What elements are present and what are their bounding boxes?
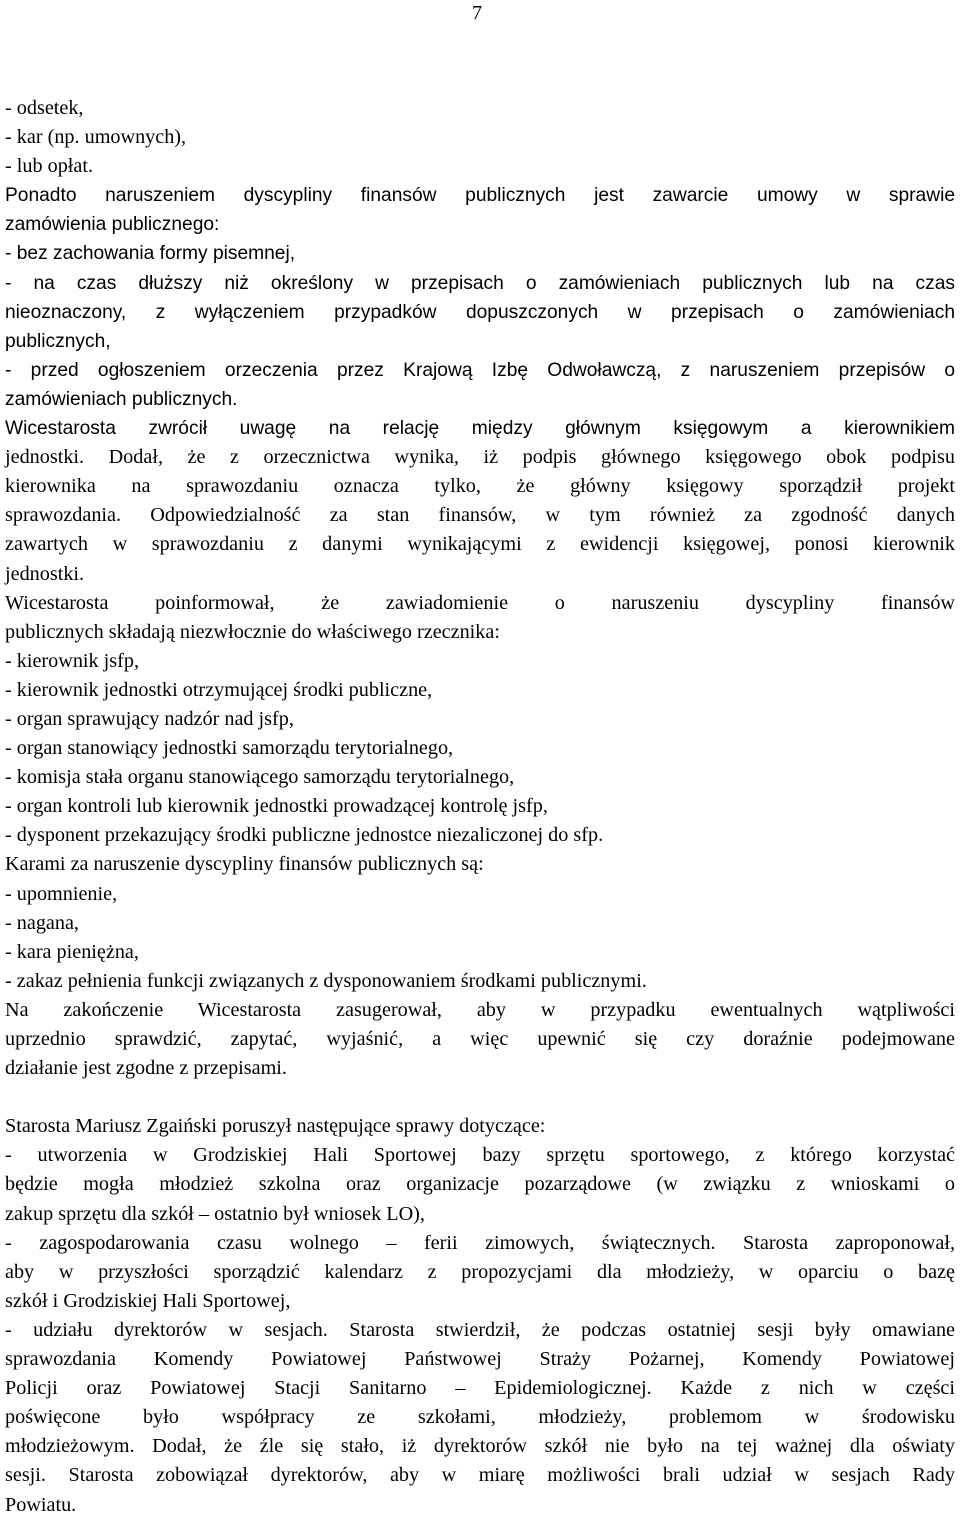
text-line: - odsetek, <box>5 97 84 119</box>
text-line: - zakaz pełnienia funkcji związanych z dysponowaniem środkami publicznymi. <box>5 969 647 992</box>
text-line: Na zakończenie Wicestarosta zasugerował, aby w przypadku ewentualnych wątpliwości <box>5 998 955 1021</box>
text-line: - organ kontroli lub kierownik jednostki prowadzącej kontrolę jsfp, <box>5 795 548 818</box>
text-line: - upomnienie, <box>5 882 118 905</box>
text-line: Powiatu. <box>5 1493 77 1516</box>
text-line: sprawozdania. Odpowiedzialność za stan finansów, w tym również za zgodność danych <box>5 504 955 527</box>
text-line: kierownika na sprawozdaniu oznacza tylko, że główny księgowy sporządził projekt <box>5 475 955 498</box>
page-number: 7 <box>472 2 482 24</box>
text-line: - utworzenia w Grodziskiej Hali Sportowej bazy sprzętu sportowego, z którego korzystać <box>5 1144 955 1167</box>
text-line: Karami za naruszenie dyscypliny finansów publicznych są: <box>5 853 484 876</box>
text-line: - zagospodarowania czasu wolnego – ferii zimowych, świątecznych. Starosta zaproponował, <box>5 1231 955 1254</box>
text-line: będzie mogła młodzież szkolna oraz organizacje pozarządowe (w związku z wnioskami o <box>5 1173 955 1196</box>
document-body <box>5 94 955 1520</box>
text-line: - dysponent przekazujący środki publiczne jednostce niezaliczonej do sfp. <box>5 824 604 847</box>
text-line: Wicestarosta zwrócił uwagę na relację między głównym księgowym a kierownikiem <box>5 418 955 440</box>
text-line: działanie jest zgodne z przepisami. <box>5 1057 287 1080</box>
text-line: szkół i Grodziskiej Hali Sportowej, <box>5 1289 291 1312</box>
text-line: - organ sprawujący nadzór nad jsfp, <box>5 707 294 730</box>
text-line: Starosta Mariusz Zgaiński poruszył następujące sprawy dotyczące: <box>5 1115 546 1138</box>
text-line: - kar (np. umownych), <box>5 126 187 149</box>
text-line: - bez zachowania formy pisemnej, <box>5 243 296 265</box>
text-line: Wicestarosta poinformował, że zawiadomienie o naruszeniu dyscypliny finansów <box>5 591 955 614</box>
text-line: sprawozdania Komendy Powiatowej Państwowej Straży Pożarnej, Komendy Powiatowej <box>5 1348 955 1371</box>
text-line: Ponadto naruszeniem dyscypliny finansów publicznych jest zawarcie umowy w sprawie <box>5 185 955 207</box>
text-line: nieoznaczony, z wyłączeniem przypadków dopuszczonych w przepisach o zamówieniach <box>5 301 955 323</box>
text-line: Policji oraz Powiatowej Stacji Sanitarno – Epidemiologicznej. Każde z nich w części <box>5 1377 955 1400</box>
text-line: zakup sprzętu dla szkół – ostatnio był wniosek LO), <box>5 1202 425 1225</box>
text-line: - lub opłat. <box>5 155 94 178</box>
text-line: jednostki. Dodał, że z orzecznictwa wynika, iż podpis głównego księgowego obok podpisu <box>5 446 955 469</box>
text-line: - udziału dyrektorów w sesjach. Starosta stwierdził, że podczas ostatniej sesji były omawiane <box>5 1318 955 1341</box>
text-line: zamówienia publicznego: <box>5 214 220 236</box>
text-line: aby w przyszłości sporządzić kalendarz z propozycjami dla młodzieży, w oparciu o bazę <box>5 1260 955 1283</box>
text-line: - kierownik jsfp, <box>5 649 139 672</box>
text-line: publicznych składają niezwłocznie do właściwego rzecznika: <box>5 620 500 643</box>
text-line: - przed ogłoszeniem orzeczenia przez Krajową Izbę Odwoławczą, z naruszeniem przepisów o <box>5 359 955 381</box>
text-line: młodzieżowym. Dodał, że źle się stało, iż dyrektorów szkół nie było na tej ważnej dla oświaty <box>5 1435 955 1458</box>
text-line: poświęcone było współpracy ze szkołami, młodzieży, problemom w środowisku <box>5 1406 955 1429</box>
text-line: uprzednio sprawdzić, zapytać, wyjaśnić, a więc upewnić się czy doraźnie podejmowane <box>5 1028 955 1050</box>
text-line: sesji. Starosta zobowiązał dyrektorów, aby w miarę możliwości brali udział w sesjach Rady <box>5 1464 955 1487</box>
text-line: - kierownik jednostki otrzymującej środki publiczne, <box>5 678 433 701</box>
text-line: jednostki. <box>5 562 85 585</box>
text-line: - nagana, <box>5 911 79 934</box>
text-line: - organ stanowiący jednostki samorządu terytorialnego, <box>5 737 454 760</box>
text-line: zamówieniach publicznych. <box>5 388 238 410</box>
text-line: - na czas dłuższy niż określony w przepisach o zamówieniach publicznych lub na czas <box>5 272 955 294</box>
text-line: zawartych w sprawozdaniu z danymi wynikającymi z ewidencji księgowej, ponosi kierownik <box>5 533 955 556</box>
paragraph-gap <box>5 1083 955 1112</box>
text-line: - komisja stała organu stanowiącego samorządu terytorialnego, <box>5 766 515 789</box>
text-line: publicznych, <box>5 330 111 352</box>
text-line: - kara pieniężna, <box>5 940 139 963</box>
